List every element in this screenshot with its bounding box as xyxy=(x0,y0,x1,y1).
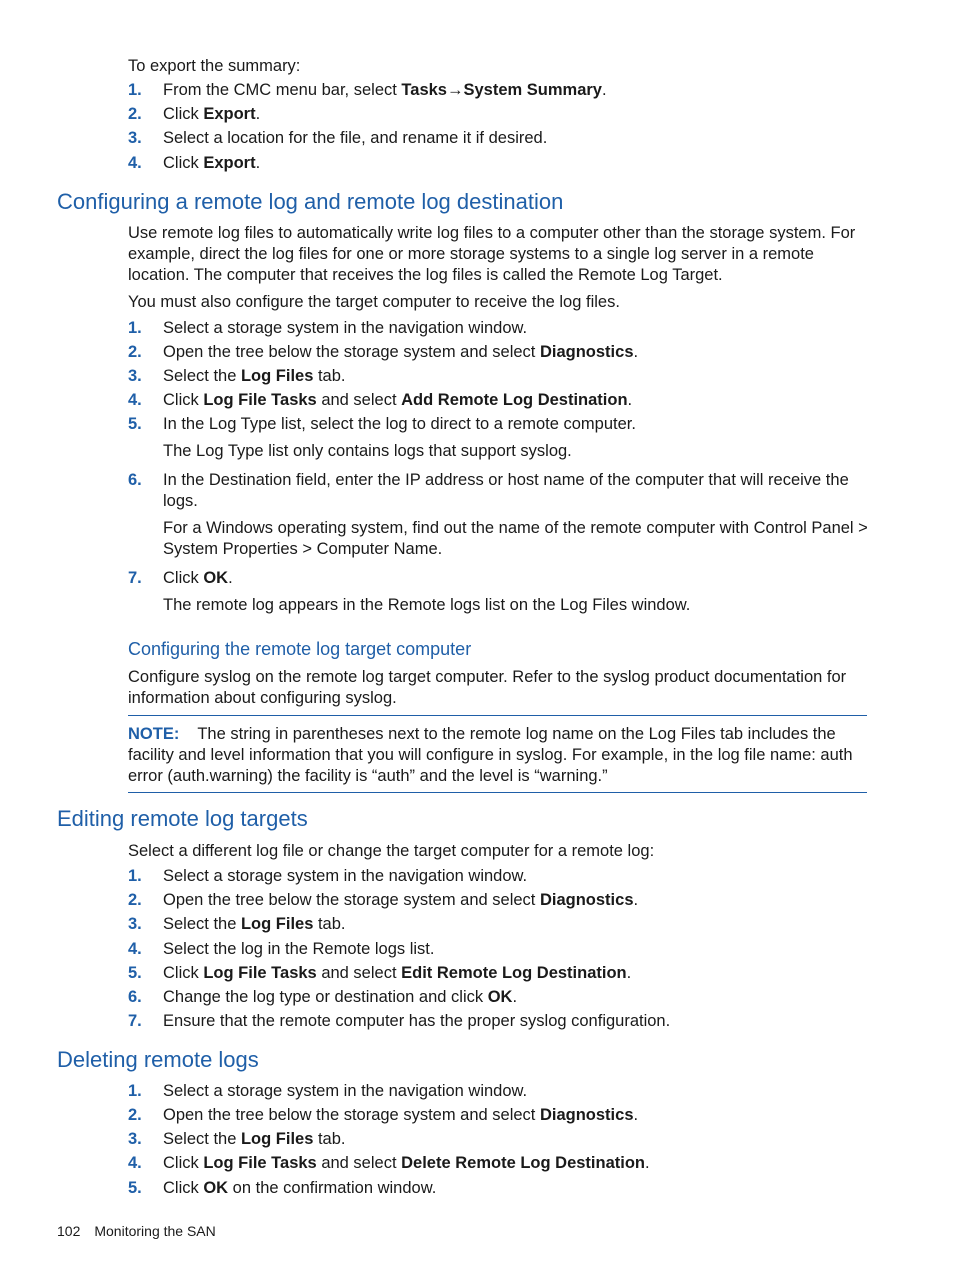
note-text: The string in parentheses next to the remote log name on the Log Files tab includes the facility and level information that you will configure in syslog. For example, in the log file name: auth error (auth.warning) the facility is “auth” and the level is “warning.” xyxy=(128,725,853,785)
note-top-rule xyxy=(128,715,867,716)
page-footer xyxy=(57,1222,216,1240)
section-heading-editing: Editing remote log targets xyxy=(57,806,308,831)
configuring-para1: Use remote log files to automatically write log files to a computer other than the storage system. For example, direct the log files for one or more storage systems to a single log server in a remote location. The computer that receives the log files is called the Remote Log Target. xyxy=(128,224,856,284)
list-item: 6. Change the log type or destination and click OK. xyxy=(128,988,518,1006)
step-note: For a Windows operating system, find out the name of the remote computer with Control Panel > System Properties > Computer Name. xyxy=(163,519,868,558)
list-item: 1. Select a storage system in the navigation window. xyxy=(128,867,528,885)
step-note: The Log Type list only contains logs that support syslog. xyxy=(163,442,572,460)
page-number: 102 xyxy=(57,1223,81,1239)
list-item: 1. Select a storage system in the navigation window. xyxy=(128,1082,528,1100)
target-para: Configure syslog on the remote log target computer. Refer to the syslog product documentation for information about configuring syslog. xyxy=(128,668,847,707)
footer-section: Monitoring the SAN xyxy=(94,1223,216,1239)
list-item: 2. Open the tree below the storage system and select Diagnostics. xyxy=(128,891,639,909)
list-item: 4. Click Log File Tasks and select Delete Remote Log Destination. xyxy=(128,1154,650,1172)
list-item: 3. Select the Log Files tab. xyxy=(128,1130,346,1148)
list-item: 6. In the Destination field, enter the IP address or host name of the computer that will receive the logs. xyxy=(128,471,849,510)
list-item: 3. Select the Log Files tab. xyxy=(128,367,346,385)
list-item: 3. Select a location for the file, and rename it if desired. xyxy=(128,129,548,147)
list-item: 5. Click Log File Tasks and select Edit Remote Log Destination. xyxy=(128,964,632,982)
export-intro: To export the summary: xyxy=(128,57,301,75)
list-item: 4. Select the log in the Remote logs list. xyxy=(128,940,435,958)
list-item: 2. Click Export. xyxy=(128,105,261,123)
subsection-heading-target: Configuring the remote log target computer xyxy=(128,639,472,659)
list-item: 1. Select a storage system in the navigation window. xyxy=(128,319,528,337)
list-item: 1. From the CMC menu bar, select Tasks→System Summary. xyxy=(128,81,607,99)
note-box xyxy=(128,724,868,787)
list-item: 2. Open the tree below the storage system and select Diagnostics. xyxy=(128,343,639,361)
note-label: NOTE: xyxy=(128,725,180,743)
section-heading-configuring: Configuring a remote log and remote log destination xyxy=(57,189,564,214)
editing-intro: Select a different log file or change the target computer for a remote log: xyxy=(128,842,655,860)
list-item: 7. Ensure that the remote computer has the proper syslog configuration. xyxy=(128,1012,671,1030)
list-item: 7. Click OK. xyxy=(128,569,233,587)
list-item: 5. In the Log Type list, select the log to direct to a remote computer. xyxy=(128,415,636,433)
section-heading-deleting: Deleting remote logs xyxy=(57,1047,259,1072)
list-item: 4. Click Log File Tasks and select Add Remote Log Destination. xyxy=(128,391,633,409)
list-item: 5. Click OK on the confirmation window. xyxy=(128,1179,437,1197)
configuring-para2: You must also configure the target computer to receive the log files. xyxy=(128,293,620,311)
step-note: The remote log appears in the Remote logs list on the Log Files window. xyxy=(163,596,691,614)
list-item: 4. Click Export. xyxy=(128,154,261,172)
note-bottom-rule xyxy=(128,792,867,793)
list-item: 2. Open the tree below the storage system and select Diagnostics. xyxy=(128,1106,639,1124)
list-item: 3. Select the Log Files tab. xyxy=(128,915,346,933)
